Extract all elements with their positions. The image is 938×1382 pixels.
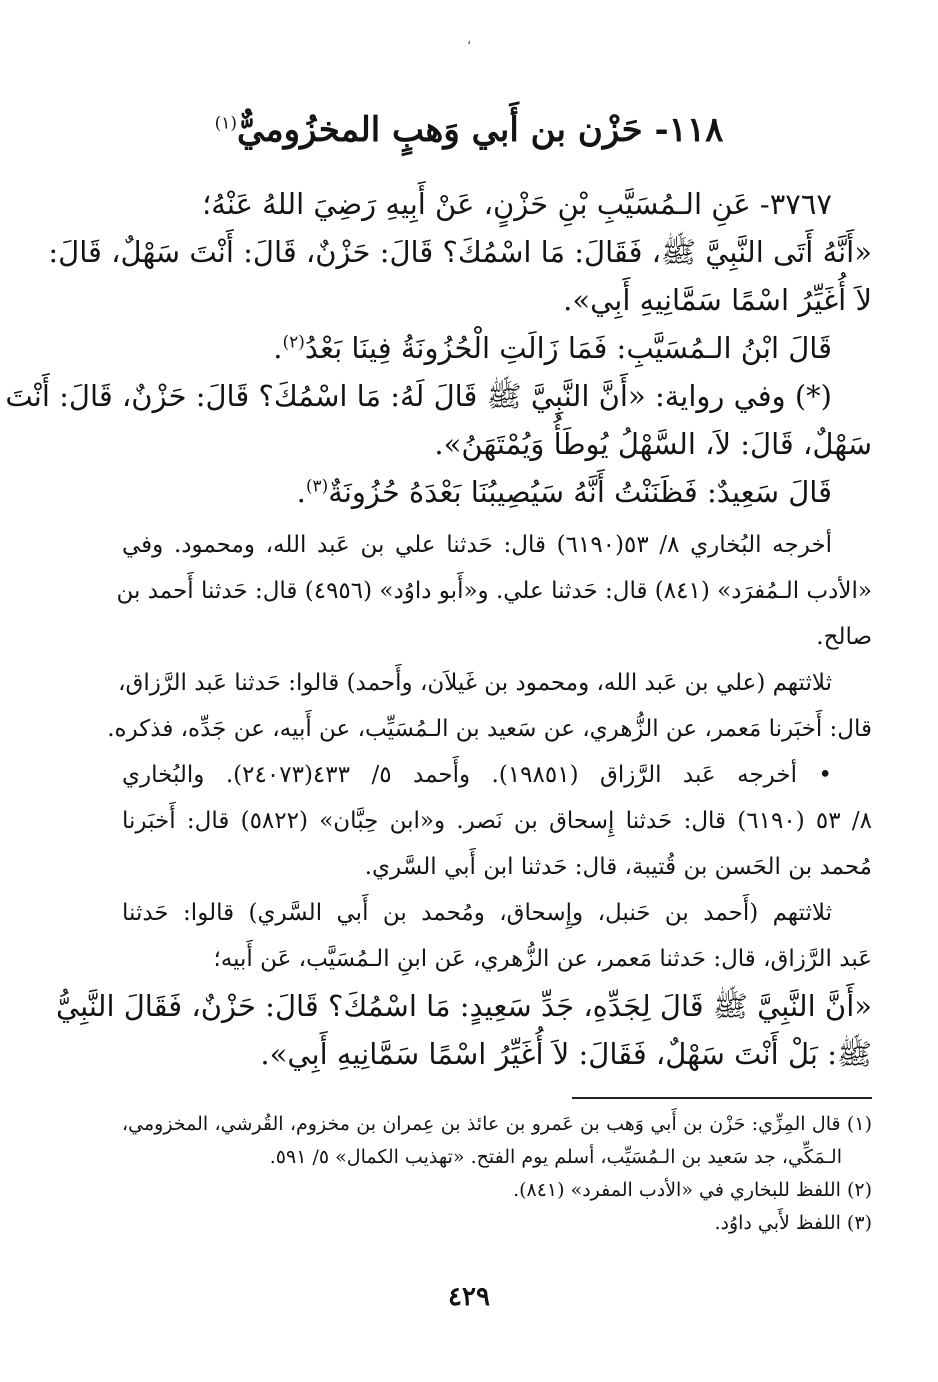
alternate-narration-line: (*) وفي رواية: «أَنَّ النَّبِيَّ ﷺ قَالَ لَهُ: مَا اسْمُكَ؟ قَالَ: حَزْنٌ، قَالَ: أَنْتَ bbox=[5, 379, 832, 413]
footnote-1-continued: الـمَكِّي، جد سَعيد بن الـمُسَيِّب، أسلم يوم الفتح. «تهذيب الكمال» ٥/ ٥٩١. bbox=[269, 1146, 842, 1168]
takhrij-line: صالح. bbox=[816, 624, 872, 650]
footnote-1: (١) قال المِزِّي: حَزْن بن أَبي وَهب بن عَمرو بن عائذ بن عِمران بن مخزوم، القُرشي، المخزومي، bbox=[122, 1113, 872, 1135]
ibn-musayyab-comment: قَالَ ابْنُ الـمُسَيَّبِ: فَمَا زَالَتِ الْحُزُونَةُ فِينَا بَعْدُ$^{(٢)}$. bbox=[273, 331, 832, 365]
footnote-separator bbox=[572, 1097, 872, 1099]
ibn-musayyab-text: قَالَ ابْنُ الـمُسَيَّبِ: فَمَا زَالَتِ الْحُزُونَةُ فِينَا بَعْدُ bbox=[304, 331, 832, 365]
alternate-narration-line: سَهْلٌ، قَالَ: لاَ، السَّهْلُ يُوطَأُ وَيُمْتَهَنُ». bbox=[434, 427, 872, 461]
footnote-ref-2: (٢) bbox=[282, 332, 305, 353]
chapter-title bbox=[120, 106, 818, 154]
footnote-3: (٣) اللفظ لأَبي داوُد. bbox=[714, 1212, 872, 1234]
top-mark: ، bbox=[466, 32, 472, 48]
closing-hadith-line: ﷺ: بَلْ أَنْتَ سَهْلٌ، فَقَالَ: لاَ أُغَيِّرُ اسْمًا سَمَّانِيهِ أَبِي». bbox=[260, 1037, 872, 1071]
main-content bbox=[5, 180, 872, 1078]
takhrij-line: «الأدب الـمُفرَد» (٨٤١) قال: حَدثنا علي. و«أَبو داوُد» (٤٩٥٦) قال: حَدثنا أَحمد بن bbox=[116, 578, 872, 604]
page-number: ٤٢٩ bbox=[448, 1282, 490, 1312]
hadith-text-line: «أَنَّهُ أَتَى النَّبِيَّ ﷺ، فَقَالَ: مَا اسْمُكَ؟ قَالَ: حَزْنٌ، قَالَ: أَنْتَ سَهْلٌ، قَالَ: bbox=[48, 235, 872, 269]
footnote-ref-1: (١) bbox=[214, 113, 238, 134]
takhrij-line: ٨/ ٥٣ (٦١٩٠) قال: حَدثنا إِسحاق بن نَصر. و«ابن حِبَّان» (٥٨٢٢) قال: أَخبَرنا bbox=[122, 808, 872, 834]
takhrij-line: أخرجه البُخاري ٨/ ٥٣(٦١٩٠) قال: حَدثنا علي بن عَبد الله، ومحمود. وفي bbox=[122, 532, 832, 558]
takhrij-line: مُحمد بن الحَسن بن قُتيبة، قال: حَدثنا ابن أَبي السَّري. bbox=[364, 854, 872, 880]
hadith-number-line: ٣٧٦٧- عَنِ الـمُسَيَّبِ بْنِ حَزْنٍ، عَنْ أَبِيهِ رَضِيَ اللهُ عَنْهُ؛ bbox=[202, 187, 832, 221]
said-comment-text: قَالَ سَعِيدٌ: فَظَنَنْتُ أَنَّهُ سَيُصِيبُنَا بَعْدَهُ حُزُونَةٌ bbox=[328, 475, 832, 509]
closing-hadith-line: «أَنَّ النَّبِيَّ ﷺ قَالَ لِجَدِّهِ، جَدِّ سَعِيدٍ: مَا اسْمُكَ؟ قَالَ: حَزْنٌ، فَقَالَ النَّبِيُّ bbox=[55, 989, 872, 1023]
hadith-text-line: لاَ أُغَيِّرُ اسْمًا سَمَّانِيهِ أَبِي». bbox=[563, 283, 872, 317]
takhrij-line: عَبد الرَّزاق، قال: حَدثنا مَعمر، عن الزُّهري، عَن ابنِ الـمُسَيَّب، عَن أَبيه؛ bbox=[213, 946, 872, 972]
takhrij-line: ثلاثتهم (أَحمد بن حَنبل، وإِسحاق، ومُحمد بن أَبي السَّري) قالوا: حَدثنا bbox=[122, 900, 832, 926]
footnotes bbox=[122, 1108, 872, 1240]
said-comment: قَالَ سَعِيدٌ: فَظَنَنْتُ أَنَّهُ سَيُصِيبُنَا بَعْدَهُ حُزُونَةٌ$^{(٣)}$. bbox=[296, 475, 832, 509]
takhrij-line: ثلاثتهم (علي بن عَبد الله، ومحمود بن غَيلاَن، وأَحمد) قالوا: حَدثنا عَبد الرَّزاق، bbox=[118, 670, 832, 696]
footnote-2: (٢) اللفظ للبخاري في «الأدب المفرد» (٨٤١). bbox=[513, 1179, 872, 1201]
footnote-ref-3: (٣) bbox=[305, 476, 329, 497]
chapter-title-text: ١١٨- حَزْن بن أَبي وَهبٍ المخزُوميٌّ bbox=[237, 110, 724, 150]
takhrij-bullet-line: • أخرجه عَبد الرَّزاق (١٩٨٥١). وأَحمد ٥/ ٤٣٣(٢٤٠٧٣). والبُخاري bbox=[122, 762, 832, 788]
takhrij-line: قال: أَخبَرنا مَعمر، عن الزُّهري، عن سَعيد بن الـمُسَيِّب، عن أَبيه، عن جَدِّه، فذكره. bbox=[107, 716, 872, 742]
